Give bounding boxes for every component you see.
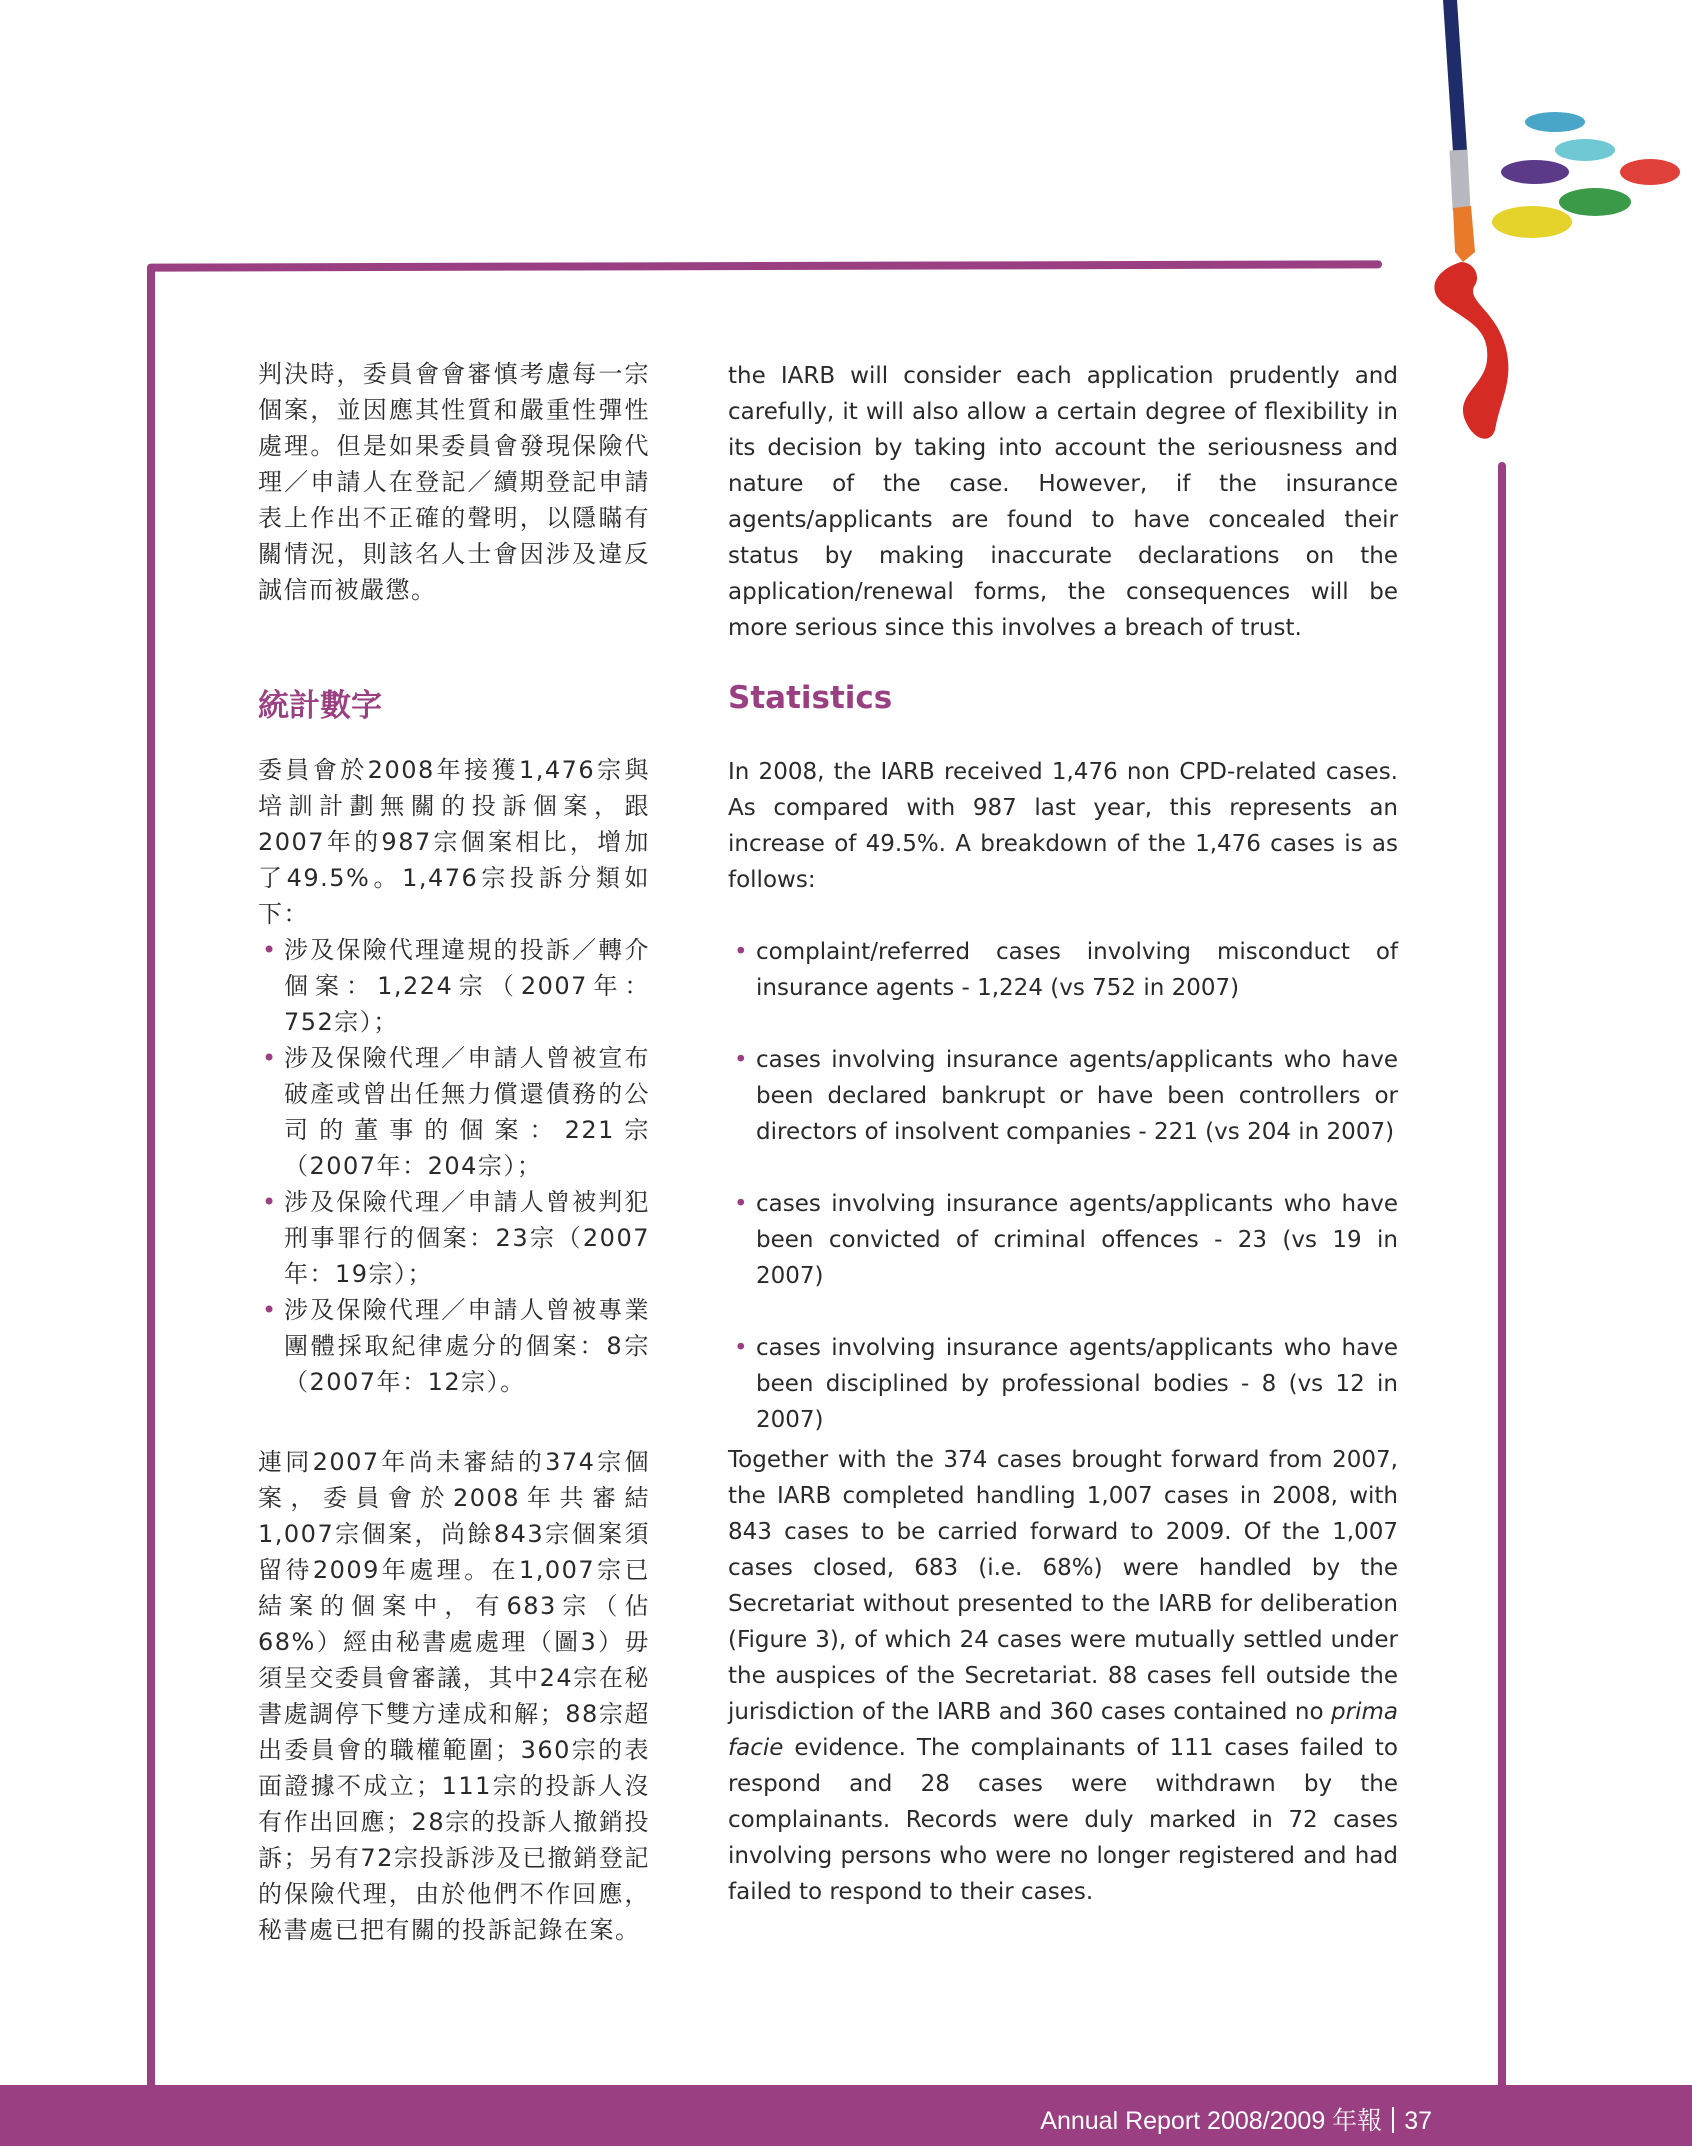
- chinese-statistics-section: [258, 752, 650, 1400]
- paint-brush-palette-illustration: [1395, 0, 1692, 460]
- page-footer: [0, 2085, 1692, 2146]
- list-item: • cases involving insurance agents/applicants who have been disciplined by professional bodies - 8 (vs 12 in 2007): [728, 1330, 1398, 1438]
- list-item: • 涉及保險代理違規的投訴／轉介個案：1,224宗（2007年：752宗）；: [258, 932, 650, 1040]
- frame-top-border: [147, 260, 1382, 271]
- list-item: • complaint/referred cases involving misconduct of insurance agents - 1,224 (vs 752 in 2007): [728, 934, 1398, 1006]
- list-item: • 涉及保險代理／申請人曾被判犯刑事罪行的個案：23宗（2007年：19宗）；: [258, 1184, 650, 1292]
- footer-divider: [1392, 2107, 1394, 2133]
- report-title: Annual Report 2008/2009 年報: [1040, 2107, 1383, 2135]
- chinese-intro-paragraph: 判決時，委員會會審慎考慮每一宗個案，並因應其性質和嚴重性彈性處理。但是如果委員會發現保險代理／申請人在登記／續期登記申請表上作出不正確的聲明，以隱瞞有關情況，則該名人士會因涉及違反誠信而被嚴懲。: [258, 360, 650, 604]
- frame-left-border: [147, 265, 155, 2095]
- list-item: • 涉及保險代理／申請人曾被宣布破產或曾出任無力償還債務的公司的董事的個案：221宗（2007年：204宗）；: [258, 1040, 650, 1184]
- chinese-breakdown-list: [258, 932, 650, 1400]
- chinese-statistics-heading: 統計數字: [258, 688, 382, 724]
- list-item: • cases involving insurance agents/applicants who have been declared bankrupt or have been controllers or directors of insolvent companies - 221 (vs 204 in 2007): [728, 1042, 1398, 1150]
- list-item: • cases involving insurance agents/applicants who have been convicted of criminal offences - 23 (vs 19 in 2007): [728, 1186, 1398, 1294]
- chinese-closing-paragraph: 連同2007年尚未審結的374宗個案，委員會於2008年共審結1,007宗個案，尚餘843宗個案須留待2009年處理。在1,007宗已結案的個案中，有683宗（佔68%）經由秘書處處理（圖3）毋須呈交委員會審議，其中24宗在秘書處調停下雙方達成和解；88宗超出委員會的職權範圍；360宗的表面證據不成立；111宗的投訴人沒有作出回應；28宗的投訴人撤銷投訴；另有72宗投訴涉及已撤銷登記的保險代理，由於他們不作回應，秘書處已把有關的投訴記錄在案。: [258, 1448, 650, 1944]
- english-breakdown-list: [728, 934, 1398, 1438]
- english-statistics-intro: In 2008, the IARB received 1,476 non CPD-related cases. As compared with 987 last year, this represents an increase of 49.5%. A breakdown of the 1,476 cases is as follows:: [728, 759, 1398, 893]
- english-closing-paragraph: Together with the 374 cases brought forward from 2007, the IARB completed handling 1,007 cases in 2008, with 843 cases to be carried forward to 2009. Of the 1,007 cases closed, 683 (i.e. 68%) were handled by the Secretariat without presented to the IARB for deliberation (Figure 3), of which 24 cases were mutually settled under the auspices of the Secretariat. 88 cases fell outside the jurisdiction of the IARB and 360 cases contained no prima facie evidence. The complainants of 111 cases failed to respond and 28 cases were withdrawn by the complainants. Records were duly marked in 72 cases involving persons who were no longer registered and had failed to respond to their cases.: [728, 1447, 1398, 1905]
- list-item: • 涉及保險代理／申請人曾被專業團體採取紀律處分的個案：8宗（2007年：12宗）。: [258, 1292, 650, 1400]
- page-number: 37: [1404, 2107, 1432, 2135]
- english-intro-paragraph: the IARB will consider each application prudently and carefully, it will also allow a certain degree of flexibility in its decision by taking into account the seriousness and nature of the case. However, if the insurance agents/applicants are found to have concealed their status by making inaccurate declarations on the application/renewal forms, the consequences will be more serious since this involves a breach of trust.: [728, 363, 1398, 641]
- chinese-statistics-intro: 委員會於2008年接獲1,476宗與培訓計劃無關的投訴個案，跟2007年的987宗個案相比，增加了49.5%。1,476宗投訴分類如下：: [258, 756, 650, 928]
- english-statistics-heading: Statistics: [728, 680, 893, 716]
- latin-term: prima facie: [728, 1699, 1398, 1761]
- frame-right-border: [1498, 462, 1506, 2095]
- english-breakdown-list-container: [728, 934, 1398, 1474]
